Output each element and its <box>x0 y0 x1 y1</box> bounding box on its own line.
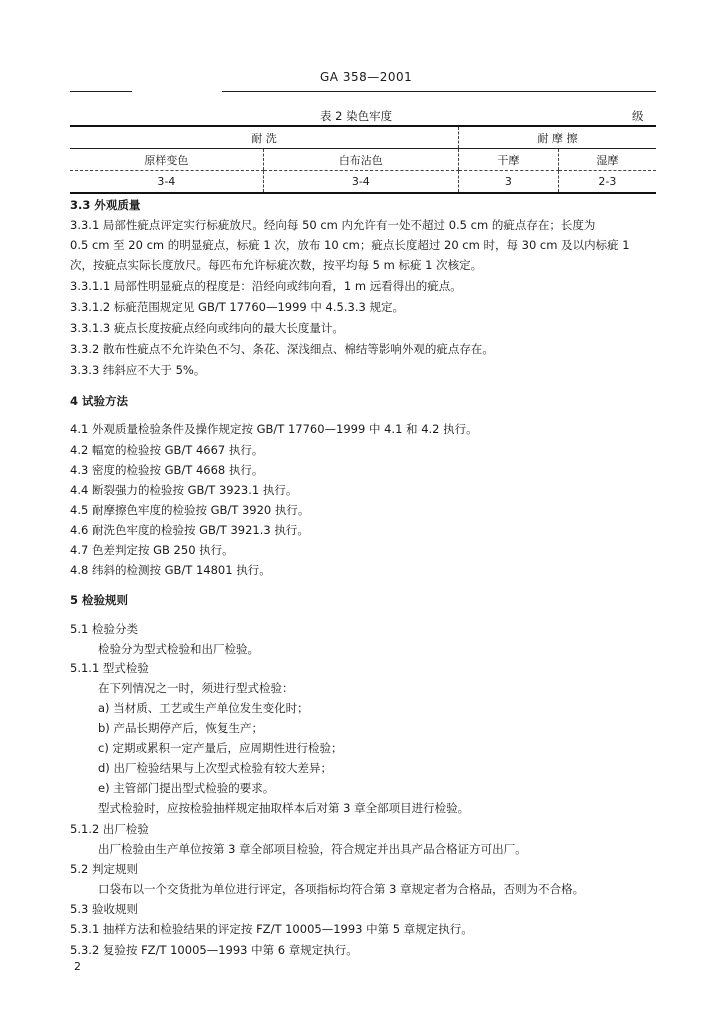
paragraph-line: 次，按疵点实际长度放尺。每匹布允许标疵次数，按平均每 5 m 标疵 1 次核定。 <box>70 258 483 272</box>
paragraph-line: 3.3.1 局部性疵点评定实行标疵放尺。经向每 50 cm 内允许有一处不超过 0.5 cm 的疵点存在；长度为 <box>70 218 596 232</box>
col-header-dry-rub: 干摩 <box>458 149 558 171</box>
standard-code: GA 358—2001 <box>320 70 413 84</box>
paragraph-line: 3.3.1.1 局部性明显疵点的程度是：沿经向或纬向看，1 m 远看得出的疵点。 <box>70 279 462 293</box>
section-heading: 4 试验方法 <box>70 394 129 408</box>
header-rule-right <box>222 91 656 92</box>
group-header-washing: 耐 洗 <box>70 126 458 149</box>
paragraph-line: 4.6 耐洗色牢度的检验按 GB/T 3921.3 执行。 <box>70 523 309 537</box>
paragraph-line: 5.3.2 复验按 FZ/T 10005—1993 中第 6 章规定执行。 <box>70 943 358 957</box>
paragraph-line: 3.3.2 散布性疵点不允许染色不匀、条花、深浅细点、棉结等影响外观的疵点存在。 <box>70 342 494 356</box>
list-item: b) 产品长期停产后，恢复生产； <box>98 721 263 735</box>
paragraph-line: 3.3.3 纬斜应不大于 5%。 <box>70 363 206 377</box>
paragraph-line: 4.1 外观质量检验条件及操作规定按 GB/T 17760—1999 中 4.1 和 4.2 执行。 <box>70 422 478 436</box>
col-header-staining: 白布沾色 <box>263 149 458 171</box>
paragraph-line: 4.7 色差判定按 GB 250 执行。 <box>70 543 234 557</box>
section-heading: 5 检验规则 <box>70 593 129 607</box>
table-cell: 3-4 <box>263 171 458 194</box>
header-rule-left <box>70 91 132 92</box>
group-header-rubbing: 耐 摩 擦 <box>458 126 656 149</box>
paragraph-line: 在下列情况之一时，须进行型式检验： <box>98 681 294 695</box>
table-cell: 2-3 <box>558 171 656 194</box>
paragraph-line: 4.4 断裂强力的检验按 GB/T 3923.1 执行。 <box>70 483 298 497</box>
list-item: e) 主管部门提出型式检验的要求。 <box>98 781 275 795</box>
subsection-heading: 5.1.1 型式检验 <box>70 661 149 675</box>
paragraph-line: 4.5 耐摩擦色牢度的检验按 GB/T 3920 执行。 <box>70 503 310 517</box>
table-cell: 3-4 <box>157 175 176 188</box>
paragraph-line: 检验分为型式检验和出厂检验。 <box>98 642 259 656</box>
col-header-color-change: 原样变色 <box>70 149 263 171</box>
table-cell: 3 <box>458 171 558 194</box>
table-group-header-row <box>70 126 656 149</box>
page-number: 2 <box>74 960 81 973</box>
subsection-heading: 5.1 检验分类 <box>70 622 138 636</box>
table-caption: 表 2 染色牢度 <box>320 109 393 123</box>
colorfastness-table <box>70 125 656 194</box>
table-column-header-row <box>70 149 656 171</box>
paragraph-line: 口袋布以一个交货批为单位进行评定，各项指标均符合第 3 章规定者为合格品，否则为不合格。 <box>98 882 585 896</box>
paragraph-line: 3.3.1.2 标疵范围规定见 GB/T 17760—1999 中 4.5.3.3 规定。 <box>70 300 404 314</box>
paragraph-line: 4.8 纬斜的检测按 GB/T 14801 执行。 <box>70 563 271 577</box>
list-item: c) 定期或累积一定产量后，应周期性进行检验； <box>98 741 343 755</box>
list-item: a) 当材质、工艺或生产单位发生变化时； <box>98 701 309 715</box>
paragraph-line: 5.3.1 抽样方法和检验结果的评定按 FZ/T 10005—1993 中第 5 章规定执行。 <box>70 922 473 936</box>
paragraph-line: 4.2 幅宽的检验按 GB/T 4667 执行。 <box>70 443 264 457</box>
subsection-heading: 5.3 验收规则 <box>70 902 138 916</box>
subsection-heading: 5.2 判定规则 <box>70 862 138 876</box>
grade-unit-label: 级 <box>632 109 644 123</box>
col-header-wet-rub: 湿摩 <box>558 149 656 171</box>
subsection-heading: 5.1.2 出厂检验 <box>70 822 149 836</box>
table-row <box>70 171 656 194</box>
paragraph-line: 0.5 cm 至 20 cm 的明显疵点，标疵 1 次，放布 10 cm；疵点长度超过 20 cm 时，每 30 cm 及以内标疵 1 <box>70 238 630 252</box>
list-item: d) 出厂检验结果与上次型式检验有较大差异； <box>98 761 332 775</box>
paragraph-line: 3.3.1.3 疵点长度按疵点经向或纬向的最大长度量计。 <box>70 321 344 335</box>
paragraph-line: 型式检验时，应按检验抽样规定抽取样本后对第 3 章全部项目进行检验。 <box>98 801 470 815</box>
paragraph-line: 4.3 密度的检验按 GB/T 4668 执行。 <box>70 463 264 477</box>
section-heading: 3.3 外观质量 <box>70 198 141 212</box>
paragraph-line: 出厂检验由生产单位按第 3 章全部项目检验，符合规定并出具产品合格证方可出厂。 <box>98 842 527 856</box>
